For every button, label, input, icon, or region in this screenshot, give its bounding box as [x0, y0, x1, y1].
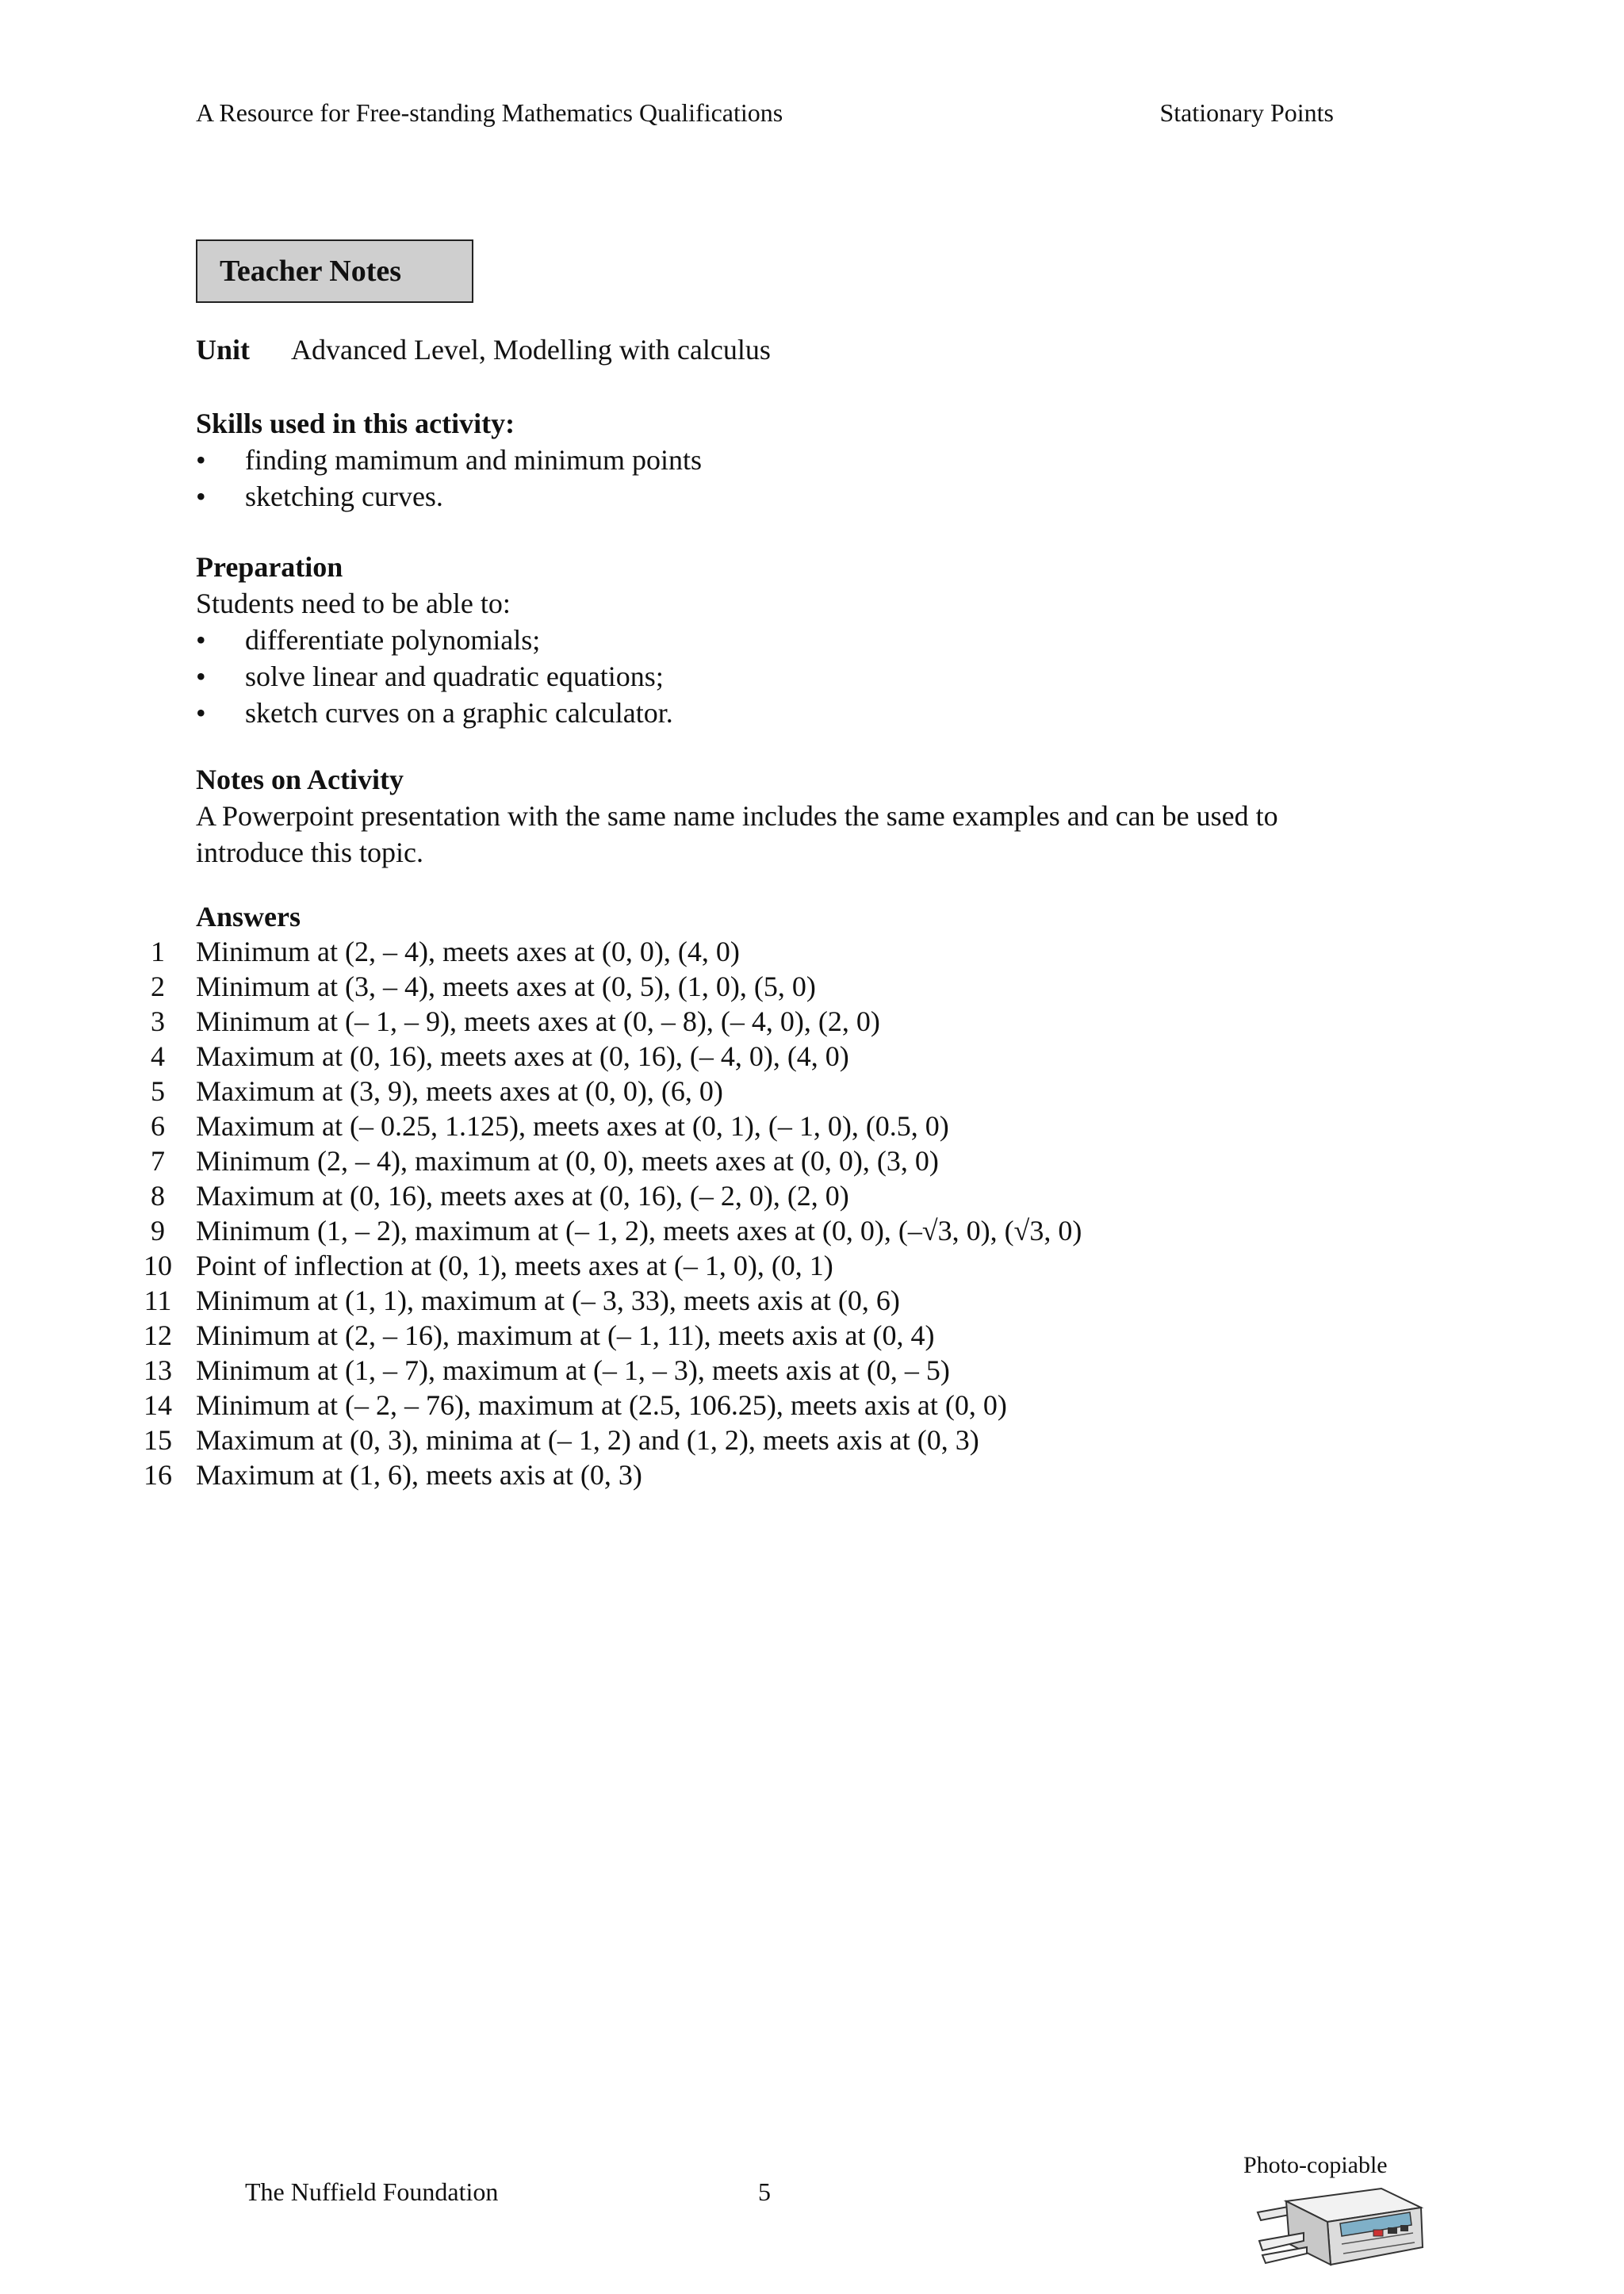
answer-text: Maximum at (1, 6), meets axis at (0, 3) — [196, 1459, 642, 1491]
notes-section — [196, 761, 1278, 871]
list-item: • sketch curves on a graphic calculator. — [196, 695, 673, 731]
answer-text: Minimum at (1, 1), maximum at (– 3, 33), meets axis at (0, 6) — [196, 1285, 900, 1316]
answer-number: 1 — [151, 936, 165, 967]
answer-row — [144, 1282, 1082, 1317]
answer-text: Maximum at (0, 16), meets axes at (0, 16), (– 2, 0), (2, 0) — [196, 1180, 849, 1212]
answers-heading: Answers — [196, 901, 301, 933]
answer-row — [151, 1143, 1082, 1178]
answer-row — [151, 1073, 1082, 1108]
answer-text: Minimum at (1, – 7), maximum at (– 1, – 3), meets axis at (0, – 5) — [196, 1354, 950, 1386]
answer-row — [144, 1352, 1082, 1387]
skills-list — [196, 442, 702, 515]
answer-text: Point of inflection at (0, 1), meets axes at (– 1, 0), (0, 1) — [196, 1250, 833, 1281]
preparation-intro: Students need to be able to: — [196, 588, 511, 619]
answer-row — [144, 1317, 1082, 1352]
answer-number: 12 — [144, 1319, 172, 1351]
preparation-heading: Preparation — [196, 551, 343, 583]
unit-label: Unit — [196, 334, 251, 366]
answer-row — [151, 968, 1082, 1003]
answer-text: Minimum at (3, – 4), meets axes at (0, 5), (1, 0), (5, 0) — [196, 971, 816, 1002]
answer-text: Maximum at (3, 9), meets axes at (0, 0), (6, 0) — [196, 1075, 723, 1107]
answer-row — [144, 1247, 1082, 1282]
answer-text: Minimum at (2, – 4), meets axes at (0, 0), (4, 0) — [196, 936, 740, 967]
answer-number: 2 — [151, 971, 165, 1002]
answer-row — [151, 1003, 1082, 1038]
answer-text: Minimum (2, – 4), maximum at (0, 0), meets axes at (0, 0), (3, 0) — [196, 1145, 939, 1177]
photo-copiable-label: Photo-copiable — [1243, 2152, 1388, 2178]
answer-text: Maximum at (0, 16), meets axes at (0, 16), (– 4, 0), (4, 0) — [196, 1040, 849, 1072]
answer-text: Minimum at (– 1, – 9), meets axes at (0, – 8), (– 4, 0), (2, 0) — [196, 1005, 880, 1037]
unit-line — [196, 331, 771, 368]
page-title: Teacher Notes — [220, 255, 402, 288]
notes-line: introduce this topic. — [196, 837, 423, 868]
answer-number: 5 — [151, 1075, 165, 1107]
answer-number: 3 — [151, 1005, 165, 1037]
header-right: Stationary Points — [1159, 98, 1334, 127]
answer-row — [144, 1387, 1082, 1422]
answer-row — [151, 1178, 1082, 1212]
answer-row — [144, 1457, 1082, 1492]
skills-heading: Skills used in this activity: — [196, 408, 515, 439]
list-item: • differentiate polynomials; — [196, 622, 673, 658]
header-left: A Resource for Free-standing Mathematics Qualifications — [196, 98, 783, 127]
unit-value: Advanced Level, Modelling with calculus — [291, 334, 771, 366]
answer-text: Maximum at (0, 3), minima at (– 1, 2) and (1, 2), meets axis at (0, 3) — [196, 1424, 979, 1456]
preparation-list — [196, 622, 673, 731]
answer-number: 8 — [151, 1180, 165, 1212]
notes-heading: Notes on Activity — [196, 764, 404, 795]
footer-organization: The Nuffield Foundation — [245, 2177, 499, 2206]
list-item: • finding mamimum and minimum points — [196, 442, 702, 478]
teacher-notes-box — [196, 239, 473, 303]
answer-row — [151, 1038, 1082, 1073]
answer-row — [151, 1108, 1082, 1143]
answer-row — [151, 1212, 1082, 1247]
answer-text: Minimum at (2, – 16), maximum at (– 1, 11), meets axis at (0, 4) — [196, 1319, 935, 1351]
answer-number: 11 — [144, 1285, 172, 1316]
answer-text: Minimum (1, – 2), maximum at (– 1, 2), meets axes at (0, 0), (–√3, 0), (√3, 0) — [196, 1215, 1082, 1247]
preparation-section — [196, 549, 673, 731]
photocopier-icon — [1254, 2177, 1437, 2277]
answer-number: 10 — [144, 1250, 172, 1281]
list-item: • solve linear and quadratic equations; — [196, 658, 673, 695]
list-item: • sketching curves. — [196, 478, 702, 515]
answer-number: 9 — [151, 1215, 165, 1247]
answer-text: Minimum at (– 2, – 76), maximum at (2.5, 106.25), meets axis at (0, 0) — [196, 1389, 1007, 1421]
answer-number: 4 — [151, 1040, 165, 1072]
notes-line: A Powerpoint presentation with the same name includes the same examples and can be used to — [196, 800, 1278, 832]
answer-row — [144, 1422, 1082, 1457]
answer-number: 16 — [144, 1459, 172, 1491]
answer-number: 14 — [144, 1389, 172, 1421]
skills-section — [196, 405, 702, 515]
answer-number: 15 — [144, 1424, 172, 1456]
answer-row — [151, 933, 1082, 968]
answers-section — [144, 898, 1082, 1492]
answer-number: 6 — [151, 1110, 165, 1142]
answer-number: 13 — [144, 1354, 172, 1386]
page-number: 5 — [758, 2177, 771, 2206]
answer-text: Maximum at (– 0.25, 1.125), meets axes at (0, 1), (– 1, 0), (0.5, 0) — [196, 1110, 949, 1142]
answer-number: 7 — [151, 1145, 165, 1177]
